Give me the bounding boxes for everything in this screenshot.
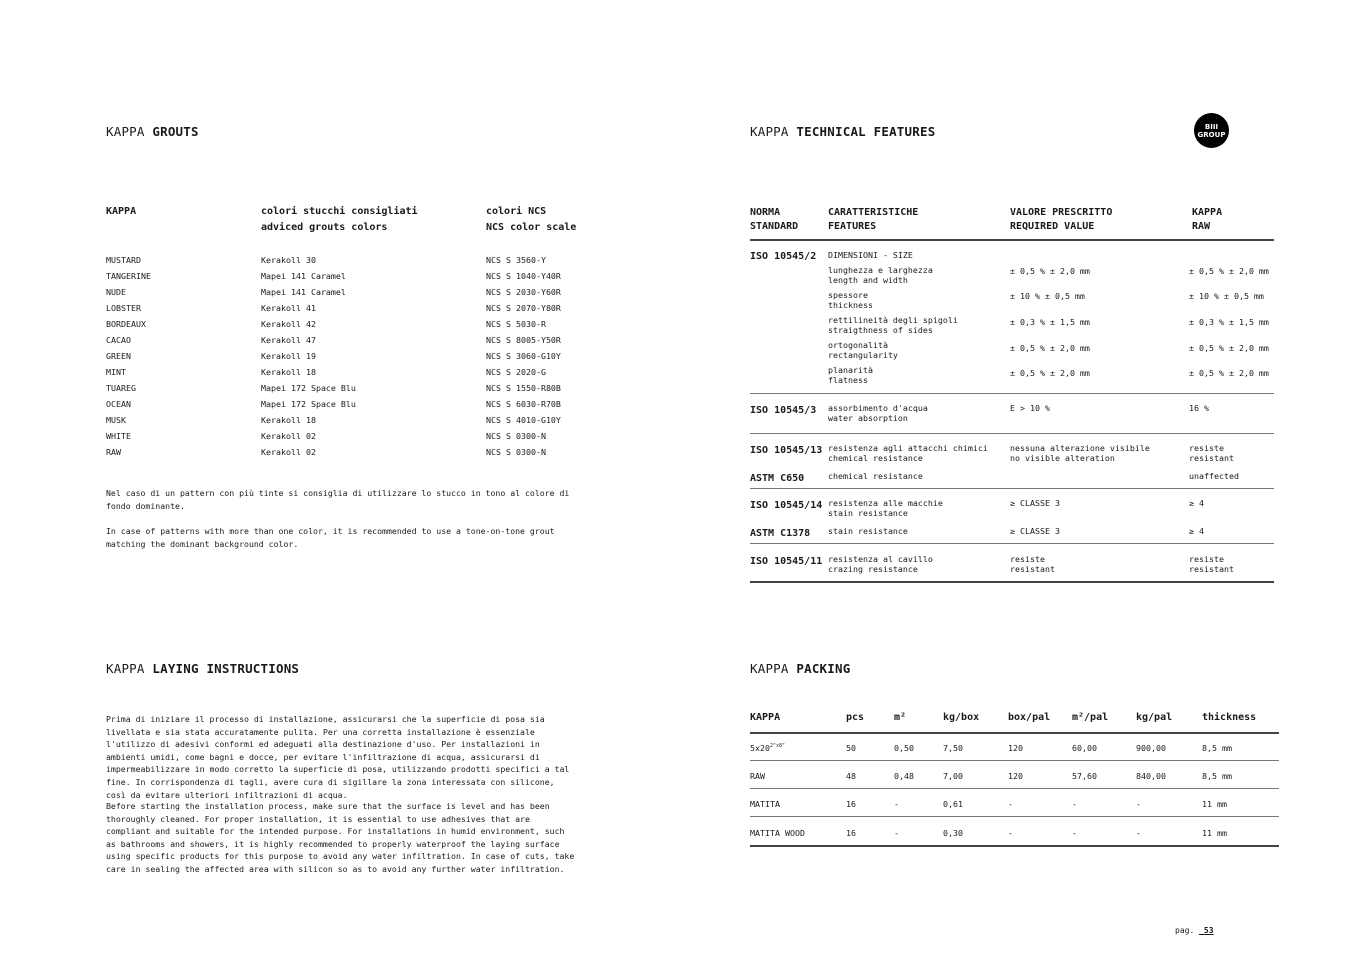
required-en: resistant [1010, 564, 1055, 574]
packing-header: kg/pal [1136, 712, 1173, 723]
feature-it: planarità [828, 365, 873, 375]
kappa-value: ≥ 4 [1189, 498, 1204, 508]
packing-cell: 8,5 mm [1202, 771, 1232, 781]
feature-label [828, 265, 933, 285]
feature-en: rectangularity [828, 350, 898, 360]
feature-it: assorbimento d'acqua [828, 403, 928, 413]
packing-cell: 0,61 [943, 799, 963, 809]
logo-line2: GROUP [1197, 131, 1226, 139]
grout-ncs: NCS S 8005-Y50R [486, 335, 561, 345]
grout-name: NUDE [106, 287, 126, 297]
packing-cell: - [1008, 799, 1013, 809]
kappa-it: resiste [1189, 554, 1224, 564]
grout-name: MUSTARD [106, 255, 141, 265]
packing-cell: 16 [846, 799, 856, 809]
laying-title-prefix: KAPPA [106, 661, 145, 676]
page-prefix: pag. [1175, 926, 1195, 935]
packing-cell: 11 mm [1202, 828, 1227, 838]
grouts-col2-header-en: adviced grouts colors [261, 222, 388, 233]
divider [750, 788, 1279, 789]
grout-product: Kerakoll 42 [261, 319, 316, 329]
grout-product: Mapei 172 Space Blu [261, 383, 356, 393]
technical-title-bold: TECHNICAL FEATURES [796, 124, 936, 139]
packing-header: KAPPA [750, 712, 781, 723]
iso1-standard: ISO 10545/2 [750, 251, 817, 262]
grout-name: BORDEAUX [106, 319, 146, 329]
astm650-standard: ASTM C650 [750, 473, 805, 484]
grout-ncs: NCS S 4010-G10Y [486, 415, 561, 425]
packing-header: box/pal [1008, 712, 1051, 723]
grout-product: Kerakoll 41 [261, 303, 316, 313]
feature-en: crazing resistance [828, 564, 918, 574]
grouts-title-prefix: KAPPA [106, 124, 145, 139]
grout-product: Kerakoll 19 [261, 351, 316, 361]
packing-name-sup: 2"x8" [769, 743, 786, 750]
tech-header-kappa [1192, 206, 1222, 234]
required-value: ± 10 % ± 0,5 mm [1010, 291, 1085, 301]
packing-cell: 120 [1008, 771, 1023, 781]
grout-ncs: NCS S 0300-N [486, 431, 546, 441]
feature-label: stain resistance [828, 526, 908, 536]
grouts-col1-header: KAPPA [106, 206, 137, 217]
required-value: ± 0,3 % ± 1,5 mm [1010, 317, 1090, 327]
grout-name: RAW [106, 447, 121, 457]
divider [750, 845, 1279, 847]
grout-product: Kerakoll 02 [261, 447, 316, 457]
packing-name: MATITA [750, 799, 780, 809]
packing-header: m²/pal [1072, 712, 1109, 723]
feature-label [828, 340, 898, 360]
grouts-col3-header-it: colori NCS [486, 206, 547, 217]
grout-product: Kerakoll 02 [261, 431, 316, 441]
kappa-it: resiste [1189, 443, 1224, 453]
table-row [750, 771, 1280, 783]
packing-title-prefix: KAPPA [750, 661, 789, 676]
kappa-en: resistant [1189, 453, 1234, 463]
kappa-value: ± 0,3 % ± 1,5 mm [1189, 317, 1269, 327]
divider [750, 732, 1279, 734]
divider [750, 543, 1274, 544]
packing-cell: 7,50 [943, 743, 963, 753]
kappa-en: resistant [1189, 564, 1234, 574]
technical-title [750, 124, 935, 139]
grout-name: MUSK [106, 415, 126, 425]
kappa-value: ± 0,5 % ± 2,0 mm [1189, 343, 1269, 353]
feature-it: resistenza al cavillo [828, 554, 933, 564]
header-text: KAPPA [1192, 207, 1223, 218]
page-number [1175, 926, 1214, 935]
grout-ncs: NCS S 2030-Y60R [486, 287, 561, 297]
header-text: FEATURES [828, 221, 877, 232]
grout-product: Kerakoll 47 [261, 335, 316, 345]
feature-en: flatness [828, 375, 868, 385]
feature-label [828, 403, 928, 423]
grout-product: Mapei 141 Caramel [261, 287, 346, 297]
packing-cell: 900,00 [1136, 743, 1166, 753]
kappa-value: unaffected [1189, 471, 1239, 481]
iso11-standard: ISO 10545/11 [750, 556, 823, 567]
packing-cell: - [1136, 828, 1141, 838]
tech-header-required [1010, 206, 1112, 234]
grout-ncs: NCS S 3060-G10Y [486, 351, 561, 361]
required-it: resiste [1010, 554, 1045, 564]
grout-name: LOBSTER [106, 303, 141, 313]
packing-cell: 840,00 [1136, 771, 1166, 781]
brand-logo [1194, 113, 1229, 148]
feature-en: chemical resistance [828, 453, 923, 463]
feature-label [828, 498, 943, 518]
technical-title-prefix: KAPPA [750, 124, 789, 139]
packing-cell: - [894, 828, 899, 838]
required-value [1010, 443, 1150, 463]
header-text: STANDARD [750, 221, 799, 232]
feature-it: lunghezza e larghezza [828, 265, 933, 275]
packing-title-bold: PACKING [796, 661, 851, 676]
kappa-value: 16 % [1189, 403, 1209, 413]
laying-text-en: Before starting the installation process, make sure that the surface is level and has been thoroughly cleaned. For proper installation, it is essential to use adhesives that are compliant and suitable for the intended purpose. For installations in humid environment, such as bathrooms and showers, it is highly recommended to properly waterproof the laying surface using specific products for this purpose to avoid any water infiltration. In case of cuts, take care in sealing the affected area with silicon so as to avoid any further water infiltration. [106, 801, 575, 874]
grout-name: MINT [106, 367, 126, 377]
grout-ncs: NCS S 6030-R70B [486, 399, 561, 409]
grout-name: OCEAN [106, 399, 131, 409]
grout-name: GREEN [106, 351, 131, 361]
grout-ncs: NCS S 5030-R [486, 319, 546, 329]
packing-cell: 16 [846, 828, 856, 838]
grout-name: TUAREG [106, 383, 136, 393]
grouts-col3-header-en: NCS color scale [486, 222, 577, 233]
packing-header-row [750, 712, 1280, 728]
required-value: ± 0,5 % ± 2,0 mm [1010, 343, 1090, 353]
kappa-value: ± 0,5 % ± 2,0 mm [1189, 368, 1269, 378]
packing-header: pcs [846, 712, 865, 723]
grouts-title-bold: GROUTS [152, 124, 199, 139]
feature-en: length and width [828, 275, 908, 285]
grout-ncs: NCS S 1550-R80B [486, 383, 561, 393]
grout-ncs: NCS S 2020-G [486, 367, 546, 377]
feature-label [828, 315, 958, 335]
astm1378-standard: ASTM C1378 [750, 528, 811, 539]
required-value: E > 10 % [1010, 403, 1050, 413]
feature-it: resistenza alle macchie [828, 498, 943, 508]
divider [750, 239, 1274, 241]
iso14-standard: ISO 10545/14 [750, 500, 823, 511]
grout-product: Mapei 141 Caramel [261, 271, 346, 281]
feature-it: spessore [828, 290, 868, 300]
packing-cell: 57,60 [1072, 771, 1097, 781]
kappa-value [1189, 554, 1234, 574]
divider [750, 433, 1274, 434]
header-text: VALORE PRESCRITTO [1010, 207, 1113, 218]
required-value: ± 0,5 % ± 2,0 mm [1010, 368, 1090, 378]
packing-cell: - [1072, 799, 1077, 809]
grout-ncs: NCS S 0300-N [486, 447, 546, 457]
grouts-title [106, 124, 199, 139]
feature-en: stain resistance [828, 508, 908, 518]
divider [750, 488, 1274, 489]
header-text: RAW [1192, 221, 1211, 232]
iso1-caption: DIMENSIONI - SIZE [828, 250, 913, 260]
packing-cell: 0,30 [943, 828, 963, 838]
table-row [750, 799, 1280, 811]
required-value: ≥ CLASSE 3 [1010, 498, 1060, 508]
grouts-col3-header [486, 204, 576, 236]
packing-cell: 8,5 mm [1202, 743, 1232, 753]
grout-ncs: NCS S 1040-Y40R [486, 271, 561, 281]
kappa-value: ± 10 % ± 0,5 mm [1189, 291, 1264, 301]
divider [750, 760, 1279, 761]
grout-ncs: NCS S 3560-Y [486, 255, 546, 265]
required-value: ≥ CLASSE 3 [1010, 526, 1060, 536]
divider [750, 393, 1274, 394]
tech-header-features [828, 206, 918, 234]
packing-name-text: 5x20 [750, 743, 770, 753]
packing-title [750, 661, 850, 676]
packing-cell: - [894, 799, 899, 809]
packing-cell: 7,00 [943, 771, 963, 781]
laying-title-bold: LAYING INSTRUCTIONS [152, 661, 300, 676]
packing-name: MATITA WOOD [750, 828, 805, 838]
feature-it: ortogonalità [828, 340, 888, 350]
grout-product: Kerakoll 18 [261, 367, 316, 377]
iso3-standard: ISO 10545/3 [750, 405, 817, 416]
divider [750, 816, 1279, 817]
logo-line1: BIII [1204, 123, 1219, 131]
feature-label [828, 443, 988, 463]
feature-it: rettilineità degli spigoli [828, 315, 958, 325]
packing-name [750, 743, 785, 753]
feature-en: water absorption [828, 413, 908, 423]
packing-cell: - [1072, 828, 1077, 838]
feature-it: resistenza agli attacchi chimici [828, 443, 988, 453]
feature-en: thickness [828, 300, 873, 310]
grout-product: Mapei 172 Space Blu [261, 399, 356, 409]
packing-cell: 0,50 [894, 743, 914, 753]
packing-cell: 48 [846, 771, 856, 781]
header-text: CARATTERISTICHE [828, 207, 919, 218]
feature-label [828, 365, 873, 385]
tech-header-norma [750, 206, 798, 234]
grouts-col2-header [261, 204, 418, 236]
feature-en: straigthness of sides [828, 325, 933, 335]
packing-cell: 120 [1008, 743, 1023, 753]
feature-label [828, 554, 933, 574]
packing-cell: 0,48 [894, 771, 914, 781]
grout-name: TANGERINE [106, 271, 151, 281]
feature-label: chemical resistance [828, 471, 923, 481]
grout-ncs: NCS S 2070-Y80R [486, 303, 561, 313]
grouts-note-en: In case of patterns with more than one color, it is recommended to use a tone-on-tone grout matching the dominant background color. [106, 526, 555, 549]
required-value [1010, 554, 1055, 574]
required-value: ± 0,5 % ± 2,0 mm [1010, 266, 1090, 276]
packing-cell: 11 mm [1202, 799, 1227, 809]
grout-product: Kerakoll 18 [261, 415, 316, 425]
packing-cell: - [1136, 799, 1141, 809]
grouts-col2-header-it: colori stucchi consigliati [261, 206, 418, 217]
kappa-value: ≥ 4 [1189, 526, 1204, 536]
laying-title [106, 661, 299, 676]
table-row [750, 743, 1280, 755]
required-en: no visible alteration [1010, 453, 1115, 463]
packing-header: kg/box [943, 712, 980, 723]
grout-product: Kerakoll 30 [261, 255, 316, 265]
iso13-standard: ISO 10545/13 [750, 445, 823, 456]
required-it: nessuna alterazione visibile [1010, 443, 1150, 453]
divider [750, 581, 1274, 583]
packing-cell: - [1008, 828, 1013, 838]
packing-name: RAW [750, 771, 765, 781]
grout-name: CACAO [106, 335, 131, 345]
packing-cell: 50 [846, 743, 856, 753]
packing-header: m² [894, 712, 907, 723]
packing-header: thickness [1202, 712, 1257, 723]
laying-text-it: Prima di iniziare il processo di installazione, assicurarsi che la superficie di posa sia livellata e sia stata accuratamente pulita. Per una corretta installazione è essenziale l'utilizzo di adesivi conformi ed adeguati alla destinazione d'uso. Per installazioni in ambienti umidi, come bagni e docce, per evitare l'infiltrazione di acqua, assicurarsi di impermeabilizzare in modo corretto la superficie di posa, utilizzando prodotti specifici a tal fine. In corrispondenza di tagli, avere cura di sigillare la zona interessata con silicone, così da evitare ulteriori infiltrazioni di acqua. [106, 714, 570, 800]
packing-cell: 60,00 [1072, 743, 1097, 753]
kappa-value: ± 0,5 % ± 2,0 mm [1189, 266, 1269, 276]
grout-name: WHITE [106, 431, 131, 441]
page-number-value: _53 [1199, 926, 1214, 935]
grouts-note-it: Nel caso di un pattern con più tinte si consiglia di utilizzare lo stucco in tono al colore di fondo dominante. [106, 488, 570, 511]
header-text: REQUIRED VALUE [1010, 221, 1095, 232]
table-row [750, 828, 1280, 840]
header-text: NORMA [750, 207, 781, 218]
feature-label [828, 290, 873, 310]
kappa-value [1189, 443, 1234, 463]
